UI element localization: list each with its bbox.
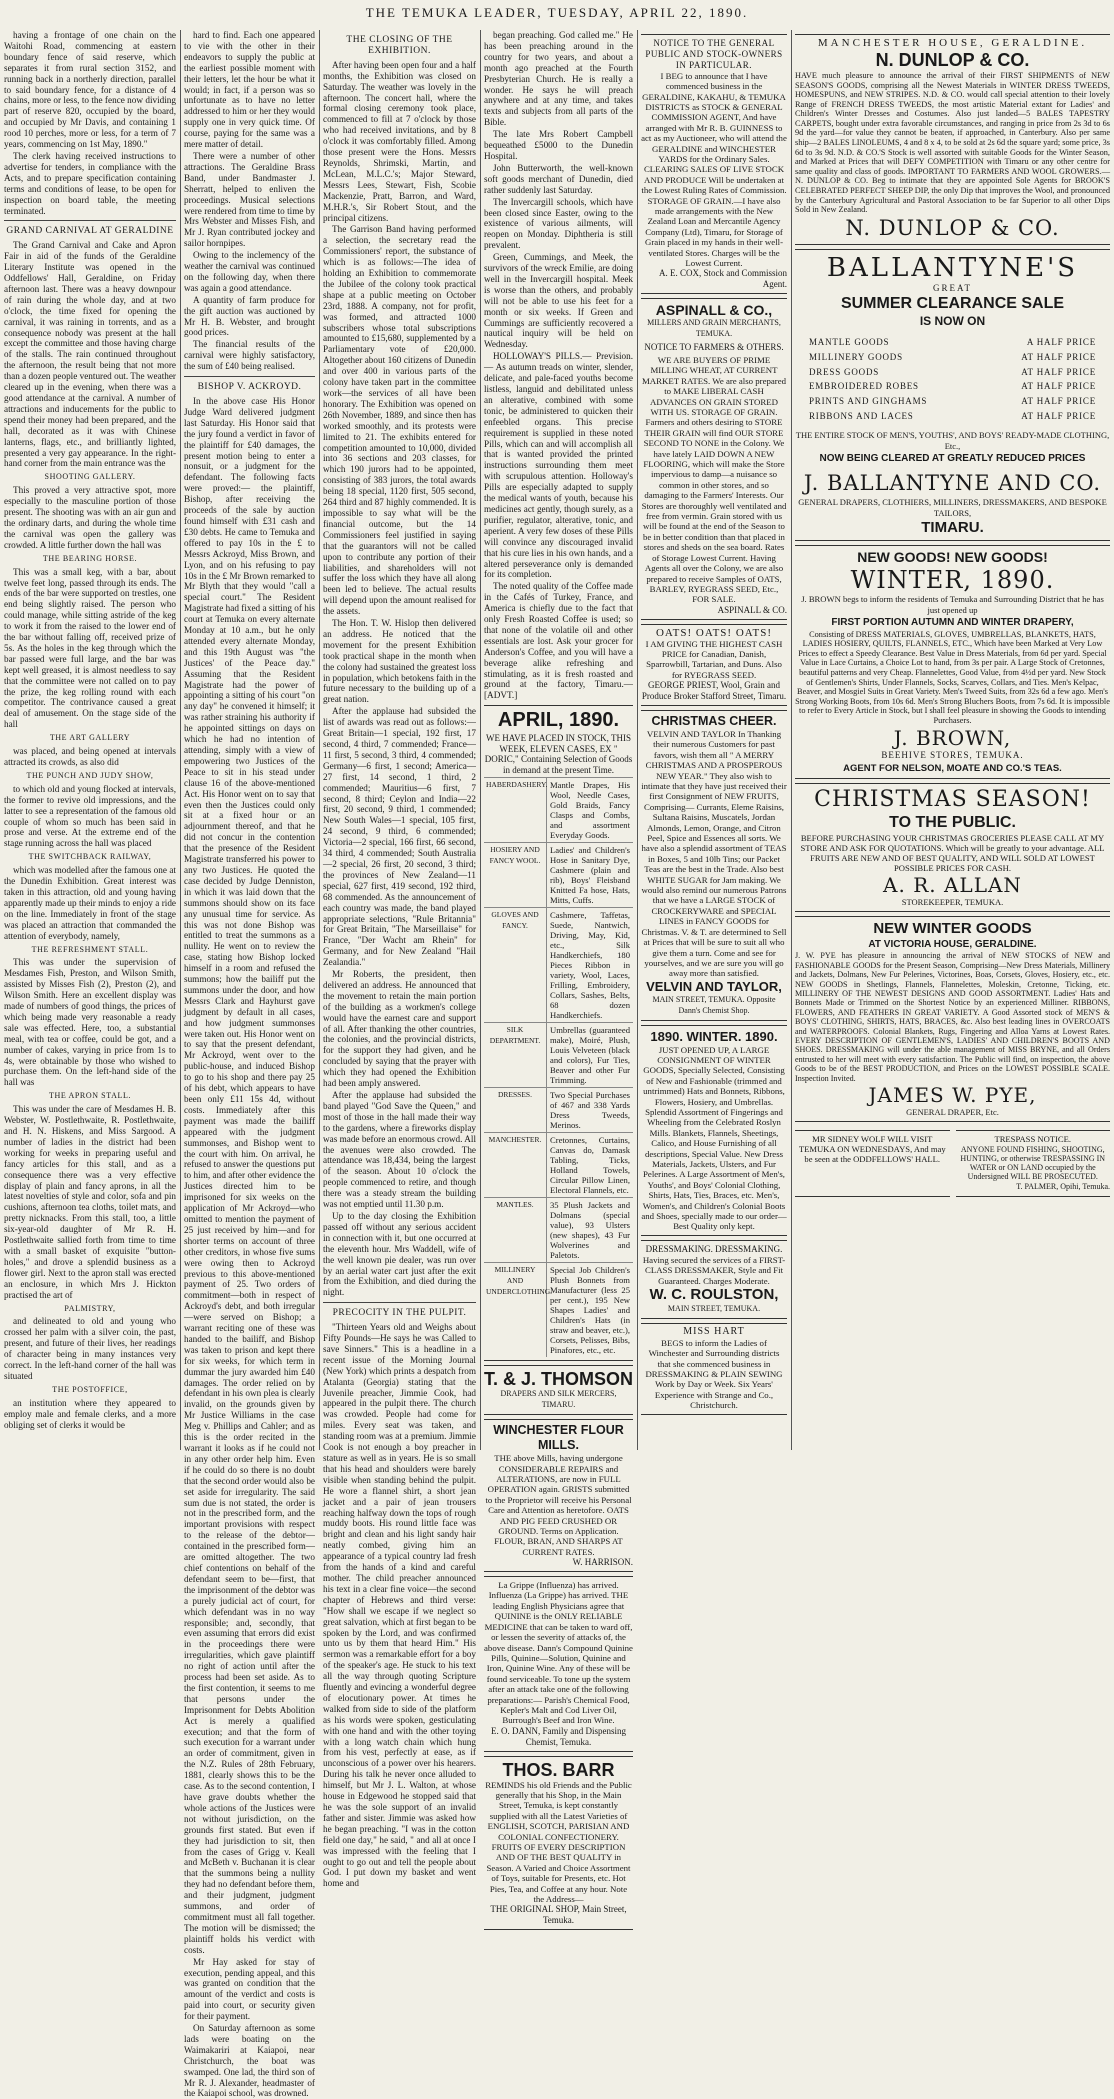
sale-item [795, 394, 1110, 409]
ad-row-text: 35 Plush Jackets and Dolmans (special value), 93 Ulsters (new shapes), 43 Fur Wolverines and Paletots. [550, 1200, 630, 1261]
ad-row-label: DRESSES. [484, 1088, 547, 1132]
sale-item-price: A HALF PRICE [1026, 336, 1096, 347]
ad-signature: T. PALMER, Opihi, Temuka. [1016, 1181, 1110, 1191]
ad-row [795, 1126, 1110, 1201]
column-rule [637, 30, 638, 1450]
advertisement [795, 249, 1110, 541]
ad-price-row [484, 777, 633, 842]
article-paragraph: On Saturday afternoon as some lads were boating on the Waimakariri at Kaiapoi, near Christchurch, the boat was swamped. One lad, the third son of Mr R. J. Alexander, headmaster of the Kaiapoi school, was drowned. [184, 2023, 315, 2099]
ad-row-label: HOSIERY AND FANCY WOOL. [484, 843, 547, 907]
article-headline: BISHOP V. ACKROYD. [197, 382, 302, 393]
ad-signature: THE ORIGINAL SHOP, Main Street, Temuka. [490, 1904, 627, 1926]
ad-title: THOS. BARR [502, 1759, 615, 1780]
article-paragraph: to which old and young flocked at intervals, the former to revive old impressions, and the latter to see a representation of the famous old couple of whom so much has been said in prose and verse. At the extreme end of the stage running across the hall was placed [4, 783, 176, 849]
ad-title: OATS! OATS! OATS! [655, 626, 772, 639]
sale-item-list [795, 335, 1110, 424]
article-paragraph: The noted quality of the Coffee made in the Cafés of Turkey, France, and America is chiefly due to the fact that only Fresh Roasted Coffee is used; so that none of the volatile oil and other essentials are lost. Ask your grocer for Anderson's Coffee, and you will have a beverage alike refreshing and stimulating, as it is fresh roasted and ground at the factory, Timaru.—[ADVT.] [484, 581, 633, 701]
article-paragraph: and delineated to old and young who crossed her palm with a silver coin, the past, present, and future of their lives, her readings of character being in many instances very correct. In the left-hand corner of the hall was situated [4, 1316, 176, 1381]
article-paragraph: Up to the day closing the Exhibition passed off without any serious accident in connection with it, but one occurred at the eleventh hour. Mrs Waddell, wife of the well known pie dealer, was run over by an aerial water cart just after the exit from the Exhibition, and died during the night. [323, 1210, 476, 1298]
article-paragraph: which was modelled after the famous one at the Dunedin Exhibition. Great interest was taken in this attraction, old and young having apparently made up their minds to enjoy a ride on the line. Immediately in front of the stage was placed an attraction that commanded the attention of everybody, namely, [4, 865, 176, 941]
ad-text: I AM GIVING THE HIGHEST CASH PRICE for Canadian, Danish, Sparrowbill, Tartarian, and Duns. Also for RYEGRASS SEED. [645, 638, 783, 680]
ad-title: CHRISTMAS CHEER. [651, 713, 777, 728]
article-headline: PRECOCITY IN THE PULPIT. [332, 1308, 467, 1319]
article-paragraph: Owing to the inclemency of the weather the carnival was continued on the following day, when there was again a good attendance. [184, 250, 315, 293]
ad-name: J. BROWN, [893, 725, 1012, 750]
article-paragraph: hard to find. Each one appeared to vie with the other in their endeavors to supply the public at the earliest possible moment with their letters, let the hour be what it would; in fact, if a person was so unfortunate as to have no letter addressed to him or her they would supply one in very quick time. Of course, paying for the same was a mere matter of detail. [184, 30, 315, 150]
section-subhead: THE APRON STALL. [48, 1091, 132, 1101]
ad-text: WE HAVE PLACED IN STOCK, THIS WEEK, ELEVEN CASES, EX " DORIC," Containing Selection of Goods in demand at the present Time. [484, 733, 633, 775]
article-paragraph: There were a number of other attractions. The Geraldine Brass Band, under Bandmaster J. Sherratt, helped to enliven the proceedings. Musical selections were rendered from time to time by Mrs Webster and Misses Fish, and Mr J. Ryan contributed jockey and sailor hornpipes. [184, 150, 315, 249]
ad-text: IS NOW ON [919, 313, 986, 328]
column-6 [795, 30, 1110, 1448]
ad-name: JAMES W. PYE, [868, 1083, 1037, 1108]
article-paragraph: Mr Roberts, the president, then delivered an address. He announced that the movement to retain the main portion of the building as a workmen's college would have the earnest care and support of all. After thanking the other countries, the colonies, and the provincial districts, for the support they had given, and he concluded by saying that the prayer with which they had opened the Exhibition had been amply answered. [323, 969, 476, 1089]
article-paragraph: This was a small keg, with a bar, about twelve feet long, passed through its ends. The ends of the bar were supported on trestles, one end being slightly raised. The person who could manage, while sitting astride of the keg to work it from the raised to the lower end of the bar without falling off, received prize of 5s. As the holes in the keg through which the bar passed were full large, and the bar was kept well greased, it is almost needless to say that the committee were not called on to pay the prize, the keg rolling round with each competitor. The contrivance caused a great deal of amusement. On the stage side of the hall [4, 566, 176, 730]
ad-text: ANYONE FOUND FISHING, SHOOTING, HUNTING, or otherwise TRESPASSING IN WATER or ON LAND occupied by the Undersigned WILL BE PROSECUTED. [960, 1144, 1106, 1182]
sale-item-price: AT HALF PRICE [1021, 351, 1096, 362]
sale-item [795, 335, 1110, 350]
advertisement [641, 1025, 787, 1236]
advertisement [484, 1756, 633, 1931]
sale-item-price: AT HALF PRICE [1021, 411, 1096, 422]
ad-title: WINCHESTER FLOUR MILLS. [493, 1423, 624, 1453]
ad-text: THE ENTIRE STOCK OF MEN'S, YOUTHS', AND BOYS' READY-MADE CLOTHING, Etc., [795, 430, 1110, 452]
advertisement [795, 1130, 950, 1197]
column-rule [319, 30, 320, 1450]
sale-item-price: AT HALF PRICE [1021, 396, 1096, 407]
ad-name: VELVIN AND TAYLOR, [646, 978, 782, 994]
ad-text: I BEG to announce that I have commenced business in the GERALDINE, KAKAHU, & TEMUKA DISTRICTS as STOCK & GENERAL COMMISSION AGENT, And have arranged with Mr R. B. GUINNESS to act as my Auctioneer, who will attend the GERALDINE and WINCHESTER YARDS for the Ordinary Sales. CLEARING SALES OF LIVE STOCK AND PRODUCE Will be undertaken at the Lowest Ruling Rates of Commission. STORAGE OF GRAIN.—I have also made arrangements with the New Zealand Loan and Mercantile Agency Company (Ltd), Timaru, for Storage of Grain placed in my hands in their well-ventilated Stores. Charges will be the Lowest Current. [641, 70, 787, 269]
advertisement [795, 916, 1110, 1122]
ad-price-row [484, 1087, 633, 1132]
column-rule [180, 30, 181, 1450]
ad-signature: MAIN STREET, TEMUKA. [667, 1303, 761, 1313]
article-paragraph: The Garrison Band having performed a selection, the secretary read the Commissioners' report, the substance of which is as follows:—The idea of holding an Exhibition to commemorate the Jubilee of the colony took practical shape at a public meeting on October 23rd, 1888. A company, not for profit, was formed, and attracted 1000 subscribers whose total subscriptions amounted to £15,680, supplemented by a Parliamentary vote of £20,000. Altogether about 160 citizens of Dunedin and over 400 in various parts of the colony have taken part in the committee work—the services of all have been honorary. The Exhibition was opened on 26th November, 1889, and since then has worked smoothly, and its protests were limited to 21. The exhibits entered for competition amounted to 10,000, divided into 36 sections and 203 classes, for which 190 jurors had to be appointed, consisting of 383 jurors, the total awards being 18 special, 1120 first, 505 second, 264 third and 87 highly commended. It is impossible to say what will be the financial outcome, but the 14 Commissioners feel justified in saying that the guarantors will not be called upon to contribute any portion of their liabilities, and shareholders will not suffer the loss which they have all along been led to believe. The actual results will depend upon the amount realised for the assets. [323, 224, 476, 617]
article-headline: GRAND CARNIVAL AT GERALDINE [6, 226, 174, 237]
advertisement [795, 545, 1110, 780]
sale-item [795, 409, 1110, 424]
column-rule [791, 30, 792, 1450]
article-paragraph: In the above case His Honor Judge Ward delivered judgment last Saturday. His Honor said that the jury found a verdict in favor of the plaintiff for £40 damages, the present motion being to enter a nonsuit, or a judgment for the defendant. The following facts were proved:— the plaintiff, Bishop, after receiving the proceeds of the sale by auction found himself with £31 cash and £30 debts. He came to Temuka and offered to pay 10s in the £ to Messrs Ackroyd, Miss Brown, and Lyon, and on his refusing to pay 10s in the £ Mr Brown remarked to Mr Blyth that they would "call a special court." The Resident Magistrate had fixed a sitting of his court at Temuka on every alternate Monday at 10 a.m., but he only attended every alternate Monday, and this 19th August was "the Justices' of the Peace day." Assuming that the Resident Magistrate had the power of appointing a sitting of his court "on any day" he convened it himself; it was rather straining his authority if he appointed sittings on days on which he had no intention of attending, simply with a view of empowering two Justices of the Peace to sit in his stead under clause 16 of the above-mentioned Act. His Honor went on to say that even then the Justices could only sit at a fixed hour or an adjournment thereof, and that he did not concur in the contention that the presence of the Resident Magistrate transferred his power to any two Justices. He quoted the case decided by Judge Denniston, in which it was laid down that the summons should show on its face any unusual time for service. As this was not done Bishop was entitled to treat the summons as a nullity. He went on to review the case, stating how Bishop locked himself in a room and refused the summons; how the bailiff put the summons under the door, and how Messrs Clark and Hayhurst gave judgment by default in all cases, and how judgment summonses were taken out. His Honor went on to say that the present defendant, Mr Ackroyd, went over to the public-house, and induced Bishop to go to his shop and there pay 25 of his debt, which appears to have been only £11 15s 4d, without costs. Immediately after this payment was made the bailiff appeared with the judgment summonses, and Bishop went to the court with him. On arrival, he refused to answer the questions put to him, and after other evidence the Justices directed him to be imprisoned for six weeks on the application of Mr Ackroyd—who omitted to mention the payment of 25 just received by him—and for shorter terms on account of three other creditors, in whose five sums were owing then to Ackroyd previous to this above-mentioned payment of 25. Two orders of commitment—both in respect of Ackroyd's debt, and both irregular—were served on Bishop; a warrant reciting one of these was handed to the bailiff, and Bishop was taken to prison and kept there for six weeks, for which term in dummar the jury awarded him £40 damages. The order relied on by defendant in his own plea is clearly invalid, on the grounds given by Mr Justice Williams in the case Meg v. Phillips and Cahler; and as this is the order recited in the warrant it looks as if he could not in any other order help him. Even if he could do so there is no doubt that the second order would also be set aside for irregularity. The said sum due is not stated, the order is not in the prescribed form, and the important provisions with respect to the release of the debtor—contained in the prescribed form—are omitted altogether. The two chief contentions on behalf of the defendant seem to be—first, that the imprisonment of the debtor was a purely judicial act of court, for which defendant was in no way responsible; and, secondly, that even assuming that errors did exist in the proceedings there were irregularities, which gave plaintiff no right of action until after the process had been set aside. As to the first contention, it seems to me that persons under the Imprisonment for Debts Abolition Act is merely a qualified execution; and that the form of such execution for a warrant under an order of commitment, given in the N.Z. Rules of 28th February, 1881, clearly shows this to be the case. As to the second contention, I have grave doubts whether the whole actions of the Justices were not without jurisdiction, on the grounds first stated. But even if they had jurisdiction to sit, then from the cases of Grigg v. Keall and McBeth v. Buchanan it is clear that the summons being a nullity they had no defendant before them, and their judgment, judgment summons, and order of commitment must all fall together. The motion will be dismissed; the plaintiff holds his verdict with costs. [184, 396, 315, 1955]
ad-row-text: Umbrellas (guaranteed make), Moiré, Plush, Louis Velveteen (black and colors), Fur Ties, Beaver and other Fur Trimming. [550, 1025, 630, 1086]
column-3 [323, 30, 476, 1889]
ad-text: WE ARE BUYERS OF PRIME MILLING WHEAT, AT CURRENT MARKET RATES. We are also prepared to MAKE LIBERAL CASH ADVANCES ON GRAIN STORED WITH US. STORAGE OF GRAIN. Farmers and others desiring to STORE THEIR GRAIN will find OUR STORE SECOND TO NONE in the Colony. We have lately LAID DOWN A NEW FLOORING, which will make the Store impervious to damp—a nuisance so common in other stores, and so damaging to the Farmers' Interests. Our Stores are thoroughly well ventilated and free from vermin. Grain stored with us will be found at the end of the Season to be in better condition than that placed in stores and sheds on the sea board. Rates of Storage Lowest Current. Having Agents all over the Colony, we are also prepared to receive Samples of OATS, BARLEY, RYEGRASS SEED, Etc., FOR SALE. [641, 354, 787, 605]
article-paragraph: The Hon. T. W. Hislop then delivered an address. He noticed that the movement for the present Exhibition took practical shape in the month when the colony had sustained the greatest loss in population, which betokens faith in the future necessary to the building up of a great nation. [323, 618, 476, 705]
section-subhead: PALMISTRY, [64, 1303, 116, 1313]
ad-text: DRAPERS AND SILK MERCERS, TIMARU. [500, 1389, 617, 1410]
article-paragraph: The Grand Carnival and Cake and Apron Fair in aid of the funds of the Geraldine Literary Institute was opened in the Oddfellows' Hall, Geraldine, on Friday afternoon last. There was a heavy downpour of rain during the whole day, and at two o'clock, the time fixed for opening the carnival, it was raining in torrents, and as a consequence nobody was present at the hall except the committee and those having charge of the stalls. The rain continued throughout the afternoon, the result being that not more than a dozen people ventured out. The weather cleared up in the evening, when there was a good attendance at the carnival. A number of attractions and inducements for the public to spend their money had been prepared, and the hall, decorated as it was with Chinese lanterns, flags, etc., and brilliantly lighted, presented a very gay appearance. In the right-hand corner from the main entrance was the [4, 240, 176, 469]
divider [4, 220, 176, 221]
advertisement [641, 710, 787, 1021]
article-paragraph: began preaching. God called me." He has been preaching around in the country for two years, and about a month ago preached at the Fourth Presbyterian Church. He is really a wonder. He says he will preach anywhere and at any time, and takes texts and subjects from all parts of the Bible. [484, 30, 633, 128]
article-paragraph: After the applause had subsided the list of awards was read out as follows:—Great Britain—1 special, 192 first, 17 second, 4 third, 7 commended; France—11 first, 5 second, 3 third, 4 commended; Germany—6 first, 1 second; America—27 first, 14 second, 1 third, 2 commended; Mauritius—6 first, 7 second, 8 third; Ceylon and India—22 first, 20 second, 9 third, 1 commended; New South Wales—1 special, 105 first, 24 second, 9 third, 6 commended; Victoria—2 special, 166 first, 66 second, 34 third, 4 commended; South Australia—2 special, 26 first, 20 second, 3 third; the provinces of New Zealand—11 special, 627 first, 419 second, 192 third, 68 commended. As the announcement of each country was made, the band played appropriate selections, "Rule Britannia" for Great Britain, "The Marseillaise" for France, "Der Wacht am Rhein" for Germany, and for New Zealand "Hail Zealandia." [323, 706, 476, 968]
ad-header: MANCHESTER HOUSE, GERALDINE. [817, 37, 1088, 49]
column-5 [641, 30, 787, 1448]
section-subhead: THE REFRESHMENT STALL. [31, 944, 149, 954]
article-paragraph: After the applause had subsided the band played "God Save the Queen," and most of those in the hall made their way to the gardens, where a fireworks display was made before an enormous crowd. All the avenues were also crowded. The attendance was 18,434, being the largest of the season. About 10 o'clock the people commenced to retire, and though there was a steady stream the building was not emptied until 11.30 p.m. [323, 1090, 476, 1210]
ad-text: HAVE much pleasure to announce the arrival of their FIRST SHIPMENTS of NEW SEASON'S GOODS, comprising all the Newest Materials in WINTER DRESS TWEEDS, HOMESPUNS, and NEW STRIPES. N.D. & CO. would call special attention to their lovely Range of FRENCH DRESS TWEEDS, the most artistic Material extant for Ladies' and Children's Winter Dresses and Costumes. Also just landed—5 BALES TAPESTRY CARPETS, bought under extra favorable circumstances, and ranging in price from 2s 3d to 6s 9d the yard—for value they cannot be beaten, if approached, in Canterbury. Also per same ship—2 BALES LINOLEUMS, 4 and 8 x 4, to be sold at 2s 6d the square yard; some price, 3s 6d to 3s 9d. N.D. & CO.'S Stock is well assorted with suitable Goods for the Winter Season, and Marked at Prices that will DEFY COMPETITION with Timaru or any other centre for same quality and class of goods. IMPORTANT TO FARMERS AND WOOL GROWERS.—N. DUNLOP & CO. Beg to intimate that they are appointed Sole Agents for BROOK'S CELEBRATED PERFECT SHEEP DIP, the only Dip that improves the Wool, and pronounced by the Canterbury Agricultural and Pastoral Association to be far Superior to all other Dips Sold in New Zealand. [795, 70, 1110, 215]
sale-item-name: MANTLE GOODS [809, 336, 890, 347]
ad-price-row [484, 907, 633, 1022]
ad-title: BALLANTYNE'S [826, 252, 1079, 283]
article-paragraph: an institution where they appeared to employ male and female clerks, and a more obliging set of clerks it would be [4, 1397, 176, 1430]
advertisement [641, 34, 787, 294]
ad-text: VELVIN AND TAYLOR In Thanking their numerous Customers for past favors, wish them all " A MERRY CHRISTMAS AND A PROSPEROUS NEW YEAR." They also wish to intimate that they have just received their first Consignment of NEW FRUITS, Comprising— Currants, Eleme Raisins, Sultana Raisins, Muscatels, Jordan Almonds, Lemon, Orange, and Citron Peel, Spice and Essences all sorts. We have also a splendid assortment of TEAS in Boxes, 5 and 10lb Tins; our Packet Teas are the best in the Trade. Also best WHITE SUGAR for Jam making. We would also remind our numerous Patrons that we have a LARGE STOCK of CROCKERYWARE and SPECIAL LINES in FANCY GOODS for Christmas. V. & T. are determined to Sell at Prices that will be sure to suit all who give them a turn. Come and see for yourselves, and we are sure you will go away more than satisfied. [641, 728, 787, 979]
advertisement [484, 1365, 633, 1415]
advertisement [641, 1240, 787, 1319]
ad-text: TIMARU. [921, 518, 984, 536]
ad-row-label: HABERDASHERY. [484, 778, 547, 842]
ad-title: MISS HART [683, 1325, 745, 1337]
sale-item [795, 350, 1110, 365]
sale-item [795, 365, 1110, 380]
ad-signature: MAIN STREET, TEMUKA. Opposite Dann's Chemist Shop. [652, 994, 776, 1015]
advertisement [641, 624, 787, 706]
ad-text: La Grippe (Influenza) has arrived. Influenza (La Grippe) has arrived. THE leading English Physicians agree that QUININE is the ONLY RELIABLE MEDICINE that can be taken to ward off, or lessen the severity of attacks of, the above disease. Dann's Compound Quinine Pills, Quinine—Solution, Quinine and Iron, Quinine Wine. Any of these will be found serviceable. To tone up the system after an attack take one of the following preparations:— Parish's Chemical Food, Kepler's Malt and Cod Liver Oil, Burrough's Beef and Iron Wine. [484, 1580, 633, 1726]
ad-text: REMINDS his old Friends and the Public generally that his Shop, in the Main Street, Temuka, is kept constantly supplied with all the Latest Varieties of ENGLISH, SCOTCH, PARISIAN AND COLONIAL CONFECTIONERY. FRUITS OF EVERY DESCRIPTION AND OF THE BEST QUALITY in Season. A Varied and Choice Assortment of Toys, suitable for Presents, etc. Hot Pies, Tea, and Coffee at any hour. Note the Address— [485, 1779, 632, 1905]
section-subhead: THE BEARING HORSE. [42, 553, 138, 563]
ad-signature: A. E. COX, Stock and Commission Agent. [658, 268, 787, 290]
advertisement [641, 1323, 787, 1415]
article-paragraph: This was under the care of Mesdames H. B. Webster, W. Postlethwaite, R. Postlethwaite, and H. N. Hiskens, and Miss Sargood. A number of ladies in the district had been working for weeks in preparing useful and fancy articles for this stall, and as a consequence there was a very effective display of plain and fancy aprons, in all the latest novelties of style and color, sofa and pin cushions, afternoon tea cloths, toilet mats, and pretty nicknacks. From this stall, too, a little six-year-old daughter of Mr R. H. Postlethwaite sallied forth from time to time with a small basket of exquisite "button-holes," and drove a splendid business as a flower girl. Next to the apron stall was erected an enclosure, in which Mrs J. Hickton practised the art of [4, 1104, 176, 1300]
ad-title: N. DUNLOP & CO. [875, 49, 1030, 70]
section-subhead: THE POSTOFFICE, [52, 1384, 128, 1394]
ad-text: Having secured the services of a FIRST-CLASS DRESSMAKER, Style and Fit Guaranteed. Charges Moderate. [642, 1254, 786, 1286]
ad-text: AGENT FOR NELSON, MOATE AND CO.'S TEAS. [843, 763, 1062, 775]
column-4 [484, 30, 634, 1926]
ad-text: GREAT [933, 282, 972, 293]
ad-text: JUST OPENED UP, A LARGE CONSIGNMENT OF WINTER GOODS, Specially Selected, Consisting of New and Fashionable (trimmed and untrimmed) Hats and Bonnets, Ribbons, Flowers, Hosiery, and Umbrellas. Splendid Assortment of Fingerings and Wheeling from the Celebrated Roslyn Mills. Blankets, Flannels, Sheetings, Calico, and House Furnishing of all descriptions, Special Value. New Dress Materials, Jackets, Ulsters, and Fur Pelerines. A Large Assortment of Men's, Youths', and Boys' Colonial Clothing, Shirts, Hats, Ties, Braces, etc. Men's, Women's, and Children's Colonial Boots and Shoes, specially made to our order—Best Quality only kept. [641, 1044, 787, 1232]
ad-subtitle: MILLERS AND GRAIN MERCHANTS, TEMUKA. [647, 318, 781, 339]
article-paragraph: After having been open four and a half months, the Exhibition was closed on Saturday. The weather was lovely in the afternoon. The concert hall, where the formal closing ceremony took place, commenced to fill at 7 o'clock by those who had received invitations, and by 8 o'clock it was comfortably filled. Among those present were the Hons. Messrs Reynolds, Shrimski, Martin, and McLean, M.L.C.'s; Major Steward, Messrs Lees, Stewart, Fish, Scobie Mackenzie, Pratt, Barron, and Ward, M.H.R.'s, Sir Robert Stout, and the principal citizens. [323, 59, 476, 223]
article-paragraph: was placed, and being opened at intervals attracted its crowds, as also did [4, 746, 176, 767]
ad-price-row [484, 1022, 633, 1087]
ad-row-text: Cashmere, Taffetas, Suede, Nantwich, Driving, May, Kid, etc., Silk Handkerchiefs, 180 Pieces Ribbon in variety, Wool, Laces, Frilling, Embroidery, Collars, Sashes, Belts, 68 dozen Handkerchiefs. [550, 910, 630, 1021]
advertisement [795, 783, 1110, 912]
ad-title: APRIL, 1890. [497, 709, 620, 732]
ad-banner: NEW GOODS! NEW GOODS! [857, 548, 1048, 565]
advertisement [484, 1576, 633, 1752]
article-paragraph: having a frontage of one chain on the Waitohi Road, commencing at eastern boundary fence of said reserve, which separates it from rural section 3152, and running back in a northerly direction, parallel to said boundary fence, for a distance of 4 chains, more or less, to the fence now dividing part of reserve 820, occupied by the board, and occupied by Mr Davis, and containing 1 rood 10 perches, more or less, for a term of 7 years, commencing on 1st May, 1890." [4, 30, 176, 150]
ad-row-label: MANTLES. [484, 1198, 547, 1262]
ad-text: Consisting of DRESS MATERIALS, GLOVES, UMBRELLAS, BLANKETS, HATS, LADIES HOSIERY, QUILTS, FLANNELS, ETC., Which have been Marked at Very Low Prices to effect a Speedy Clearance. Best Value in Dress Materials, from 6d per yard. Special Value in Lace Curtains, a Choice Lot to hand, from 3s per pair. A Large Stock of Cretonnes, beautiful patterns and very Cheap. Flannelettes, Good Value, from 4½d per yard. New Stock of Gentlemen's Shirts, Under Flannels, Socks, Scarves, Collars, and Ties. Men's Kelpac, Beaver, and Mosgiel Suits in Great Variety. Men's Tweed Suits, from 32s 6d a few ago. Men's Strong Working Boots, from 10s 6d. Men's Strong Bluchers Boots, from 7s 6d. It is impossible to refer to Every Article in Stock, but I shall feel pleasure in showing the Goods to intending Purchasers. [795, 629, 1110, 725]
advertisement [641, 298, 787, 619]
advertisement [956, 1130, 1111, 1197]
section-subhead: THE SWITCHBACK RAILWAY, [28, 852, 152, 862]
article-paragraph: Mr Hay asked for stay of execution, pending appeal, and this was granted on condition that the amount of the verdict and costs is paid into court, or security given for their payment. [184, 1956, 315, 2022]
ad-text: GENERAL DRAPERS, CLOTHIERS, MILLINERS, DRESSMAKERS, AND BESPOKE TAILORS, [798, 496, 1107, 518]
article-headline: THE CLOSING OF THE EXHIBITION. [346, 35, 453, 56]
ad-title: WINTER, 1890. [850, 565, 1055, 594]
article-paragraph: The Invercargill schools, which have been closed since Easter, owing to the existence of various ailments, will reopen on Monday. Diphtheria is still prevalent. [484, 196, 633, 251]
article-paragraph: "Thirteen Years old and Weighs about Fifty Pounds—He says he was Called to save Sinners." This is a headline in a recent issue of the Morning Journal (New York) which prints a despatch from Atalanta (Georgia) stating that the Juvenile preacher, Jimmie Cook, had appeared in the pulpit there. The church was crowded. People had come for miles. Every seat was taken, and standing room was at a premium. Jimmie Cook is not enough a boy preacher in stature as well as in years. He is so small that his head and shoulders were barely visible when standing behind the pulpit. He wore a flannel shirt, a short jean jacket and a pair of jean trousers reaching halfway down the tops of rough muddy boots. His round little face was bright and clean and his light sandy hair neatly combed, giving him an appearance of a typical country lad fresh from the hands of a kind and careful mother. The child preacher announced his text in a clear fine voice—the second chapter of Hebrews and third verse: "How shall we escape if we neglect so great salvation, which at first began to be spoken by the Lord, and was confirmed unto us by them that heard Him." His sermon was a remarkable effort for a boy of the speaker's age. He stuck to his text all the way through quoting Scripture fluently and evincing a wonderful degree of elocutionary power. At times he walked from side to side of the platform as his words were spoken, gesticulating with one hand and with the other toying with a long watch chain which hung from his vest, perfectly at ease, as if unconscious of a power over his hearers. During his talk he never once alluded to himself, but Mr J. L. Walton, at whose house in Edgewood he stopped said that he was the sole support of an invalid father and sister. Jimmie was asked how he began preaching. "I was in the cotton field one day," he said, " and all at once I was impressed with the feeling that I ought to go out and tell the people about God. I put down my basket and went home and [323, 1322, 476, 1889]
ad-title: CHRISTMAS SEASON! [814, 787, 1091, 813]
ad-price-list [484, 777, 633, 1357]
ad-signature: ASPINALL & CO. [717, 604, 787, 615]
section-subhead: THE PUNCH AND JUDY SHOW, [26, 770, 154, 780]
ad-signature: E. O. DANN, Family and Dispensing Chemist, Temuka. [491, 1725, 626, 1747]
column-rule [480, 30, 481, 1450]
ad-title: T. & J. THOMSON [484, 1369, 634, 1390]
article-paragraph: A quantity of farm produce for the gift auction was auctioned by Mr H. B. Webster, and brought good prices. [184, 294, 315, 338]
sale-item-name: RIBBONS AND LACES [809, 411, 914, 422]
divider [184, 376, 315, 377]
ad-row-text: Special Job Children's Plush Bonnets from Manufacturer (less 25 per cent.), 195 New Shapes Ladies' and Children's Hats (in straw and beaver, etc.), Corsets, Pelisses, Bibs, Pinafores, etc., etc. [550, 1265, 630, 1356]
sale-item-price: AT HALF PRICE [1021, 366, 1096, 377]
ad-signature: GENERAL DRAPER, Etc. [906, 1107, 999, 1118]
ad-row-label: MANCHESTER. [484, 1133, 547, 1197]
column-1 [4, 30, 176, 1448]
ad-name: A. R. ALLAN [883, 873, 1022, 898]
ad-subtitle: TO THE PUBLIC. [889, 814, 1016, 832]
ad-text: MR SIDNEY WOLF WILL VISIT TEMUKA ON WEDNESDAYS, And may be seen at the ODDFELLOWS' HALL. [798, 1133, 946, 1164]
ad-title: 1890. WINTER. 1890. [650, 1028, 778, 1044]
column-2 [184, 30, 315, 2099]
sale-item-name: DRESS GOODS [809, 366, 880, 377]
ad-price-row [484, 842, 633, 907]
ad-name: W. C. ROULSTON, [649, 1285, 779, 1303]
sale-item-name: MILLINERY GOODS [809, 351, 903, 362]
ad-text: BEGS to inform the Ladies of Winchester and Surrounding districts that she commenced business in DRESSMAKING & PLAIN SEWING Work by Day or Week. Six Years' Experience with Strange and Co., Christchurch. [645, 1337, 783, 1411]
ad-price-row [484, 1262, 633, 1357]
sale-item [795, 379, 1110, 394]
ad-text: BEFORE PURCHASING YOUR CHRISTMAS GROCERIES PLEASE CALL AT MY STORE AND ASK FOR QUOTATIONS. Which will be greatly to your advantage. ALL FRUITS ARE NEW AND OF BEST QUALITY, AND WILL SOLD AT LOWEST POSSIBLE PRICES FOR CASH. [800, 833, 1105, 874]
sale-item-name: PRINTS AND GINGHAMS [809, 396, 928, 407]
ad-title: ASPINALL & CO., [655, 302, 773, 319]
article-paragraph: This was under the supervision of Mesdames Fish, Preston, and Wilson Smith, assisted by Misses Fish (2), Preston (2), and Wilson Smith. Here an excellent display was made of numbers of good things, the prices of which being made very reasonable a ready sale was effected. Here, too, a substantial meal, with tea or coffee, could be got, and a number of cakes, varying in price from 1s to 4s, were obtainable by those who wished to purchase them. On the left-hand side of the hall was [4, 957, 176, 1088]
article-paragraph: HOLLOWAY'S PILLS.— Prevision.— As autumn treads on winter, slender, delicate, and pale-faced youths become listless, languid and debilitated unless an alterative, combined with some tonic, be administered to quicken their enfeebled organs. This precise requirement is supplied in these noted Pills, which can and will accomplish all that is wanted provided the printed instructions surrounding them meet with scrupulous attention. Holloway's Pills are especially adapted to supply the medical wants of youth, because his medicines act gently, though surely, as a purifier, regulator, alterative, tonic, and aperient. A very few doses of these Pills will convince any discouraged invalid that his cure lies in his own hands, and a altered perseverance only is demanded for its completion. [484, 351, 633, 580]
ad-title: NEW WINTER GOODS [873, 920, 1032, 938]
ad-subtitle: AT VICTORIA HOUSE, GERALDINE. [868, 939, 1037, 951]
ad-signature: STOREKEEPER, TEMUKA. [901, 897, 1004, 908]
ad-title: NOTICE TO THE GENERAL PUBLIC AND STOCK-OWNERS IN PARTICULAR. [645, 38, 783, 70]
ad-row-text: Mantle Drapes, His Wool, Needle Cases, Gold Braids, Fancy Clasps and Combs, and assortment Everyday Goods. [550, 780, 630, 841]
article-paragraph: John Butterworth, the well-known soft goods merchant of Dunedin, died rather suddenly last Saturday. [484, 162, 633, 195]
sale-item-price: AT HALF PRICE [1021, 381, 1096, 392]
article-paragraph: Green, Cummings, and Meek, the survivors of the wreck Emilie, are doing well in the Invercargill hospital. Meek is worse than the others, and probably will not be able to use his feet for a month or six weeks. If Green and Cummings are sufficiently recovered a nautical inquiry will be held on Wednesday. [484, 252, 633, 350]
ad-text: J. BROWN begs to inform the residents of Temuka and Surrounding District that he has just opened up [801, 593, 1104, 615]
divider [323, 1302, 476, 1303]
article-paragraph: The financial results of the carnival were highly satisfactory, the sum of £40 being realised. [184, 339, 315, 372]
ad-headline: NOW BEING CLEARED AT GREATLY REDUCED PRICES [819, 452, 1086, 464]
section-subhead: SHOOTING GALLERY. [44, 472, 136, 482]
ad-title: DRESSMAKING. DRESSMAKING. [645, 1243, 783, 1254]
article-paragraph: The late Mrs Robert Campbell bequeathed £5000 to the Dunedin Hospital. [484, 129, 633, 161]
ad-price-row [484, 1132, 633, 1197]
ad-notice: NOTICE TO FARMERS & OTHERS. [644, 342, 784, 353]
ad-name: J. BALLANTYNE AND CO. [803, 470, 1102, 495]
ad-row-text: Ladies' and Children's Hose in Sanitary Dye, Cashmere (plain and rib), Boys' Fleisband Knitted Fa hose, Hats, Mitts, Cuffs. [550, 845, 630, 906]
section-subhead: THE ART GALLERY [49, 733, 131, 743]
article-paragraph: The clerk having received instructions to advertise for tenders, in compliance with the Acts, and to prepare specification containing terms and conditions of lease, to be open for inspection on board table, the meeting terminated. [4, 150, 176, 216]
ad-text: J. W. PYE has pleasure in announcing the arrival of NEW STOCKS of NEW and FASHIONABLE GOODS for the Present Season, Comprising—New Dress Materials, Millinery and Jackets, Dolmans, New Fur Pelerines, Victorines, Boas, Corsets, Gloves, Hosiery, etc., etc. NEW GOODS in Shetlings, Flannels, Flannelettes, Moleskin, Cretonne, Ticking, etc. MILLINERY OF THE NEWEST DESIGNS AND GOOD ASSORTMENT. Ladies' Hats and Bonnets Made or Trimmed on the Shortest Notice by an experienced Milliner. RIBBONS, FLOWERS, AND FEATHERS IN GREAT VARIETY. A Good Assorted stock of MEN'S & BOYS' CLOTHING, SHIRTS, HATS, BRACES, &c. Also best leading lines in OVERCOATS and WATERPROOFS. Colonial Blankets, Rugs, Fingering and Alloa Yarns at Lowest Rates. EVERY DESCRIPTION OF GENTLEMEN'S, LADIES' AND CHILDREN'S BOOTS AND SHOES. DRESSMAKING will under the able management of MISS BRYNE, and all Orders entrusted to her will meet with every satisfaction. The Public will find, on inspection, the above Goods to be of the BEST PRODUCTION, and Prices on the LOWEST POSSIBLE SCALE. Inspection Invited. [795, 951, 1110, 1083]
ad-text: THE above Mills, having undergone CONSIDERABLE REPAIRS and ALTERATIONS, are now in FULL OPERATION again. GRISTS submitted to the Proprietor will receive his Personal Care and Attention as heretofore. OATS AND PIG FEED CRUSHED OR GROUND. Terms on Application. FLOUR, BRAN, AND SHARPS AT CURRENT RATES. [485, 1453, 632, 1557]
ad-row-label: SILK DEPARTMENT. [484, 1023, 547, 1087]
ad-signature: N. DUNLOP & CO. [845, 215, 1060, 240]
ad-title: TRESPASS NOTICE. [994, 1133, 1072, 1144]
sale-item-name: EMBROIDERED ROBES [809, 381, 919, 392]
ad-headline: FIRST PORTION AUTUMN AND WINTER DRAPERY, [831, 616, 1074, 628]
ad-signature: W. HARRISON. [572, 1557, 633, 1568]
ad-row-label: GLOVES AND FANCY. [484, 908, 547, 1022]
ad-row-label: MILLINERY AND UNDERCLOTHING. [484, 1263, 547, 1357]
ad-row-text: Cretonnes, Curtains, Canvas do, Damask Tabling, Ticks, Holland Towels, Circular Pillow Linen, Electoral Flannels, etc. [550, 1135, 630, 1196]
ad-signature: BEEHIVE STORES, TEMUKA. [881, 749, 1024, 760]
advertisement [484, 1419, 633, 1572]
ad-row-text: Two Special Purchases of 467 and 338 Yards Dress Tweeds, Merinos. [550, 1090, 630, 1131]
masthead: THE TEMUKA LEADER, TUESDAY, APRIL 22, 1890. [365, 5, 749, 20]
advertisement [484, 705, 633, 1361]
advertisement [795, 34, 1110, 245]
article-paragraph: This proved a very attractive spot, more especially to the masculine portion of those present. The shooting was with an air gun and the ordinary darts, and during the whole time the carnival was open the gallery was crowded. A little further down the hall was [4, 485, 176, 550]
ad-headline: SUMMER CLEARANCE SALE [840, 294, 1065, 312]
ad-price-row [484, 1197, 633, 1262]
ad-signature: GEORGE PRIEST, Wool, Grain and Produce Broker Stafford Street, Timaru. [641, 680, 787, 702]
